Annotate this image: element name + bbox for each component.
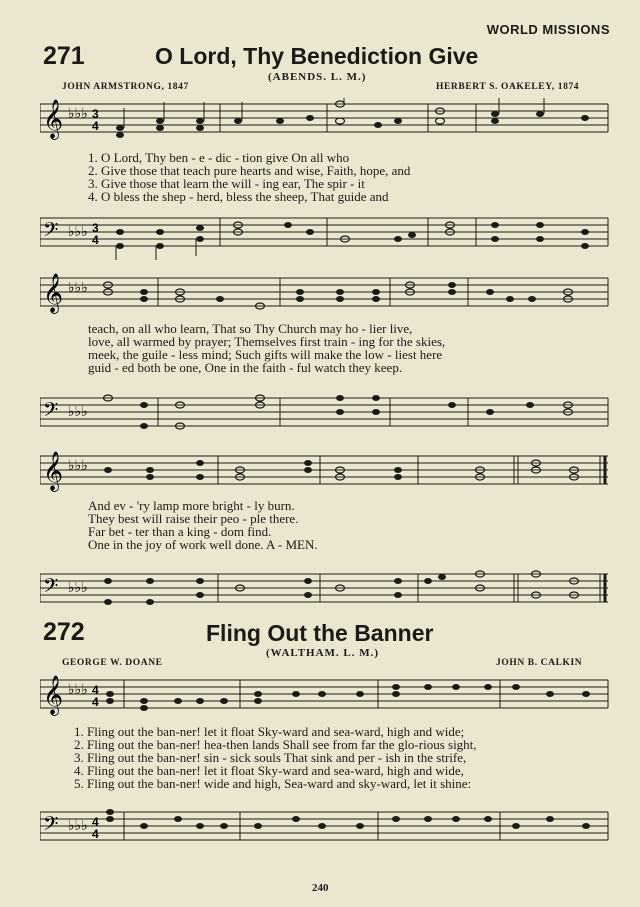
lyric-line: 2. Give those that teach pure hearts and wise, Faith, hope, and [88,163,411,178]
svg-text:♭♭♭: ♭♭♭ [68,405,88,420]
svg-text:𝄞: 𝄞 [43,273,64,313]
svg-text:𝄢: 𝄢 [43,574,59,602]
bass-staff-system-3 [40,562,610,612]
lyric-line: 4. Fling out the ban-ner! let it float Sky-ward and sea-ward, high and wide, [74,763,464,778]
svg-text:4: 4 [92,815,99,829]
lyric-line: love, all warmed by prayer; Themselves first train - ing for the skies, [88,334,446,349]
svg-text:4: 4 [92,233,99,247]
hymn-title-271: O Lord, Thy Benediction Give [155,43,479,69]
lyric-line: And ev - 'ry lamp more bright - ly burn. [88,498,295,513]
lyric-line: guid - ed both be one, One in the faith - ful watch they keep. [88,360,403,375]
lyric-line: teach, on all who learn, That so Thy Church may ho - lier live, [88,321,413,336]
treble-staff-hymn-272 [40,672,610,724]
svg-text:3: 3 [92,221,99,235]
treble-staff-system-1 [40,98,610,148]
lyric-line: They best will raise their peo - ple there. [88,511,299,526]
svg-text:𝄢: 𝄢 [43,812,59,840]
lyric-line: 3. Fling out the ban-ner! sin - sick souls That sink and per - ish in the strife, [74,750,467,765]
lyric-line: 2. Fling out the ban-ner! hea-then lands Shall see from far the glo-rious sight, [74,737,477,752]
composer-credit-272: JOHN B. CALKIN [496,658,583,668]
hymn-number-271: 271 [43,42,85,70]
svg-text:𝄞: 𝄞 [43,99,64,139]
bass-staff-hymn-272 [40,800,610,852]
lyric-line: One in the joy of work well done. A - MEN. [88,537,318,552]
lyric-line: 5. Fling out the ban-ner! wide and high, Sea-ward and sky-ward, let it shine: [74,776,472,791]
svg-text:3: 3 [92,107,99,121]
page-number: 240 [312,882,329,894]
hymn-title-272: Fling Out the Banner [206,620,434,646]
svg-text:4: 4 [92,827,99,841]
svg-text:♭♭♭: ♭♭♭ [68,225,88,240]
treble-staff-system-2 [40,270,610,320]
svg-text:♭♭♭: ♭♭♭ [68,107,88,122]
svg-text:♭♭♭: ♭♭♭ [68,683,88,698]
svg-text:4: 4 [92,683,99,697]
lyric-line: 1. O Lord, Thy ben - e - dic - tion give On all who [88,150,350,165]
svg-text:𝄢: 𝄢 [43,398,59,426]
lyric-line: meek, the guile - less mind; Such gifts will make the low - liest here [88,347,443,362]
bass-staff-system-1 [40,210,610,260]
lyric-line: 4. O bless the shep - herd, bless the sheep, That guide and [88,189,389,204]
svg-text:𝄢: 𝄢 [43,218,59,246]
svg-text:♭♭♭: ♭♭♭ [68,581,88,596]
tune-name-272: (WALTHAM. L. M.) [266,647,380,659]
hymn-number-272: 272 [43,618,85,646]
svg-text:𝄞: 𝄞 [43,675,64,715]
svg-text:♭♭♭: ♭♭♭ [68,281,88,296]
svg-text:4: 4 [92,695,99,709]
treble-staff-system-3 [40,448,610,498]
author-credit-271: JOHN ARMSTRONG, 1847 [62,82,189,92]
composer-credit-271: HERBERT S. OAKELEY, 1874 [436,82,580,92]
lyric-line: Far bet - ter than a king - dom find. [88,524,272,539]
svg-text:𝄞: 𝄞 [43,451,64,491]
author-credit-272: GEORGE W. DOANE [62,658,163,668]
svg-text:4: 4 [92,119,99,133]
svg-text:♭♭♭: ♭♭♭ [68,819,88,834]
lyric-line: 3. Give those that learn the will - ing ear, The spir - it [88,176,365,191]
svg-text:♭♭♭: ♭♭♭ [68,459,88,474]
section-label: WORLD MISSIONS [486,22,610,37]
lyric-line: 1. Fling out the ban-ner! let it float Sky-ward and sea-ward, high and wide; [74,724,465,739]
tune-name-271: (ABENDS. L. M.) [268,71,367,83]
bass-staff-system-2 [40,386,610,441]
